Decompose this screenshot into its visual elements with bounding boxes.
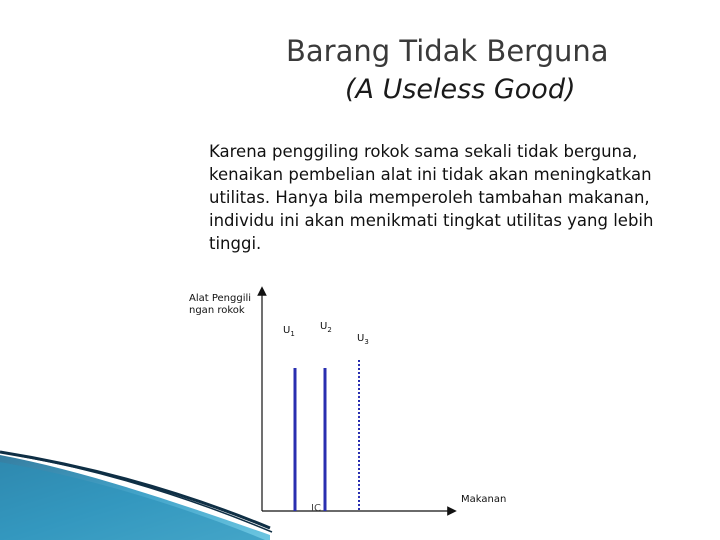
y-axis-label: Alat Penggili ngan rokok	[189, 293, 252, 316]
x-axis-label: Makanan	[461, 494, 507, 505]
curve-label-u1: $U_1$	[283, 325, 295, 338]
curve-label-u2: $U_2$	[320, 321, 332, 334]
curve-label-u3: $U_3$	[357, 333, 369, 346]
ic-label: IC	[311, 503, 321, 514]
slide-body-text: Karena penggiling rokok sama sekali tidak berguna, kenaikan pembelian alat ini tidak akan meningkatkan utilitas. Hanya bila memperoleh tambahan makanan, individu ini akan menikmati tingkat utilitas yang lebih tinggi.	[209, 142, 654, 253]
slide-title: Barang Tidak Berguna	[286, 34, 609, 68]
slide-subtitle: (A Useless Good)	[345, 74, 576, 105]
